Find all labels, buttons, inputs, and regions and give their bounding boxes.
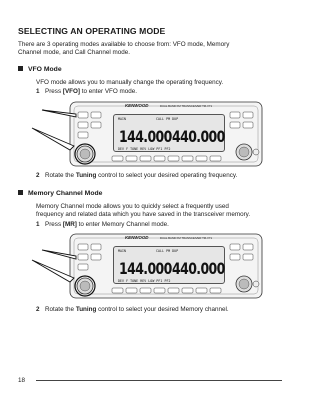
memory-description-line-1: Memory Channel mode allows you to quickly select a frequently used <box>36 203 229 210</box>
bullet-square-icon <box>18 66 23 71</box>
lcd-top-center: CALL PM DUP <box>156 117 179 121</box>
lcd-frequency-left: 144.000 <box>119 259 172 278</box>
memory-step-2: 2 Rotate the Tuning control to select your desired Memory channel. <box>36 306 229 313</box>
lcd-display <box>113 114 225 152</box>
memory-heading: Memory Channel Mode <box>18 190 102 197</box>
radio-illustration-vfo <box>30 100 270 168</box>
brand-logo: KENWOOD <box>125 103 149 108</box>
memory-description-line-2: frequency and related data which you have saved in the transceiver memory. <box>36 211 251 218</box>
bullet-square-icon <box>18 190 23 195</box>
intro-text-line-1: There are 3 operating modes available to choose from: VFO mode, Memory <box>18 41 230 48</box>
radio-illustration-memory <box>30 232 270 300</box>
lcd-top-left: MAIN <box>118 117 127 121</box>
vfo-heading: VFO Mode <box>18 66 62 73</box>
vfo-step-1: 1 Press [VFO] to enter VFO mode. <box>36 88 138 95</box>
footer-divider <box>36 380 282 381</box>
lcd-display <box>113 246 225 284</box>
lcd-frequency-right: 440.000 <box>172 127 225 146</box>
lcd-bottom-labels: DEV F TONE REV LOW PF1 PF2 <box>118 279 171 283</box>
lcd-top-center: CALL PM DUP <box>156 249 179 253</box>
vfo-description: VFO mode allows you to manually change the operating frequency. <box>36 79 224 86</box>
lcd-bottom-labels: DEV F TONE REV LOW PF1 PF2 <box>118 147 171 151</box>
vfo-step-2: 2 Rotate the Tuning control to select your desired operating frequency. <box>36 172 238 179</box>
page-title: SELECTING AN OPERATING MODE <box>18 26 166 36</box>
lcd-top-left: MAIN <box>118 249 127 253</box>
memory-step-1: 1 Press [MR] to enter Memory Channel mode. <box>36 221 169 228</box>
intro-text-line-2: Channel mode, and Call Channel mode. <box>18 49 131 56</box>
lcd-frequency-left: 144.000 <box>119 127 172 146</box>
brand-logo: KENWOOD <box>125 235 149 240</box>
model-label: DUAL BAND FM TRANSCEIVER TM-V71 <box>160 103 213 108</box>
lcd-frequency-right: 440.000 <box>172 259 225 278</box>
model-label: DUAL BAND FM TRANSCEIVER TM-V71 <box>160 235 213 240</box>
page-number: 18 <box>18 377 26 384</box>
